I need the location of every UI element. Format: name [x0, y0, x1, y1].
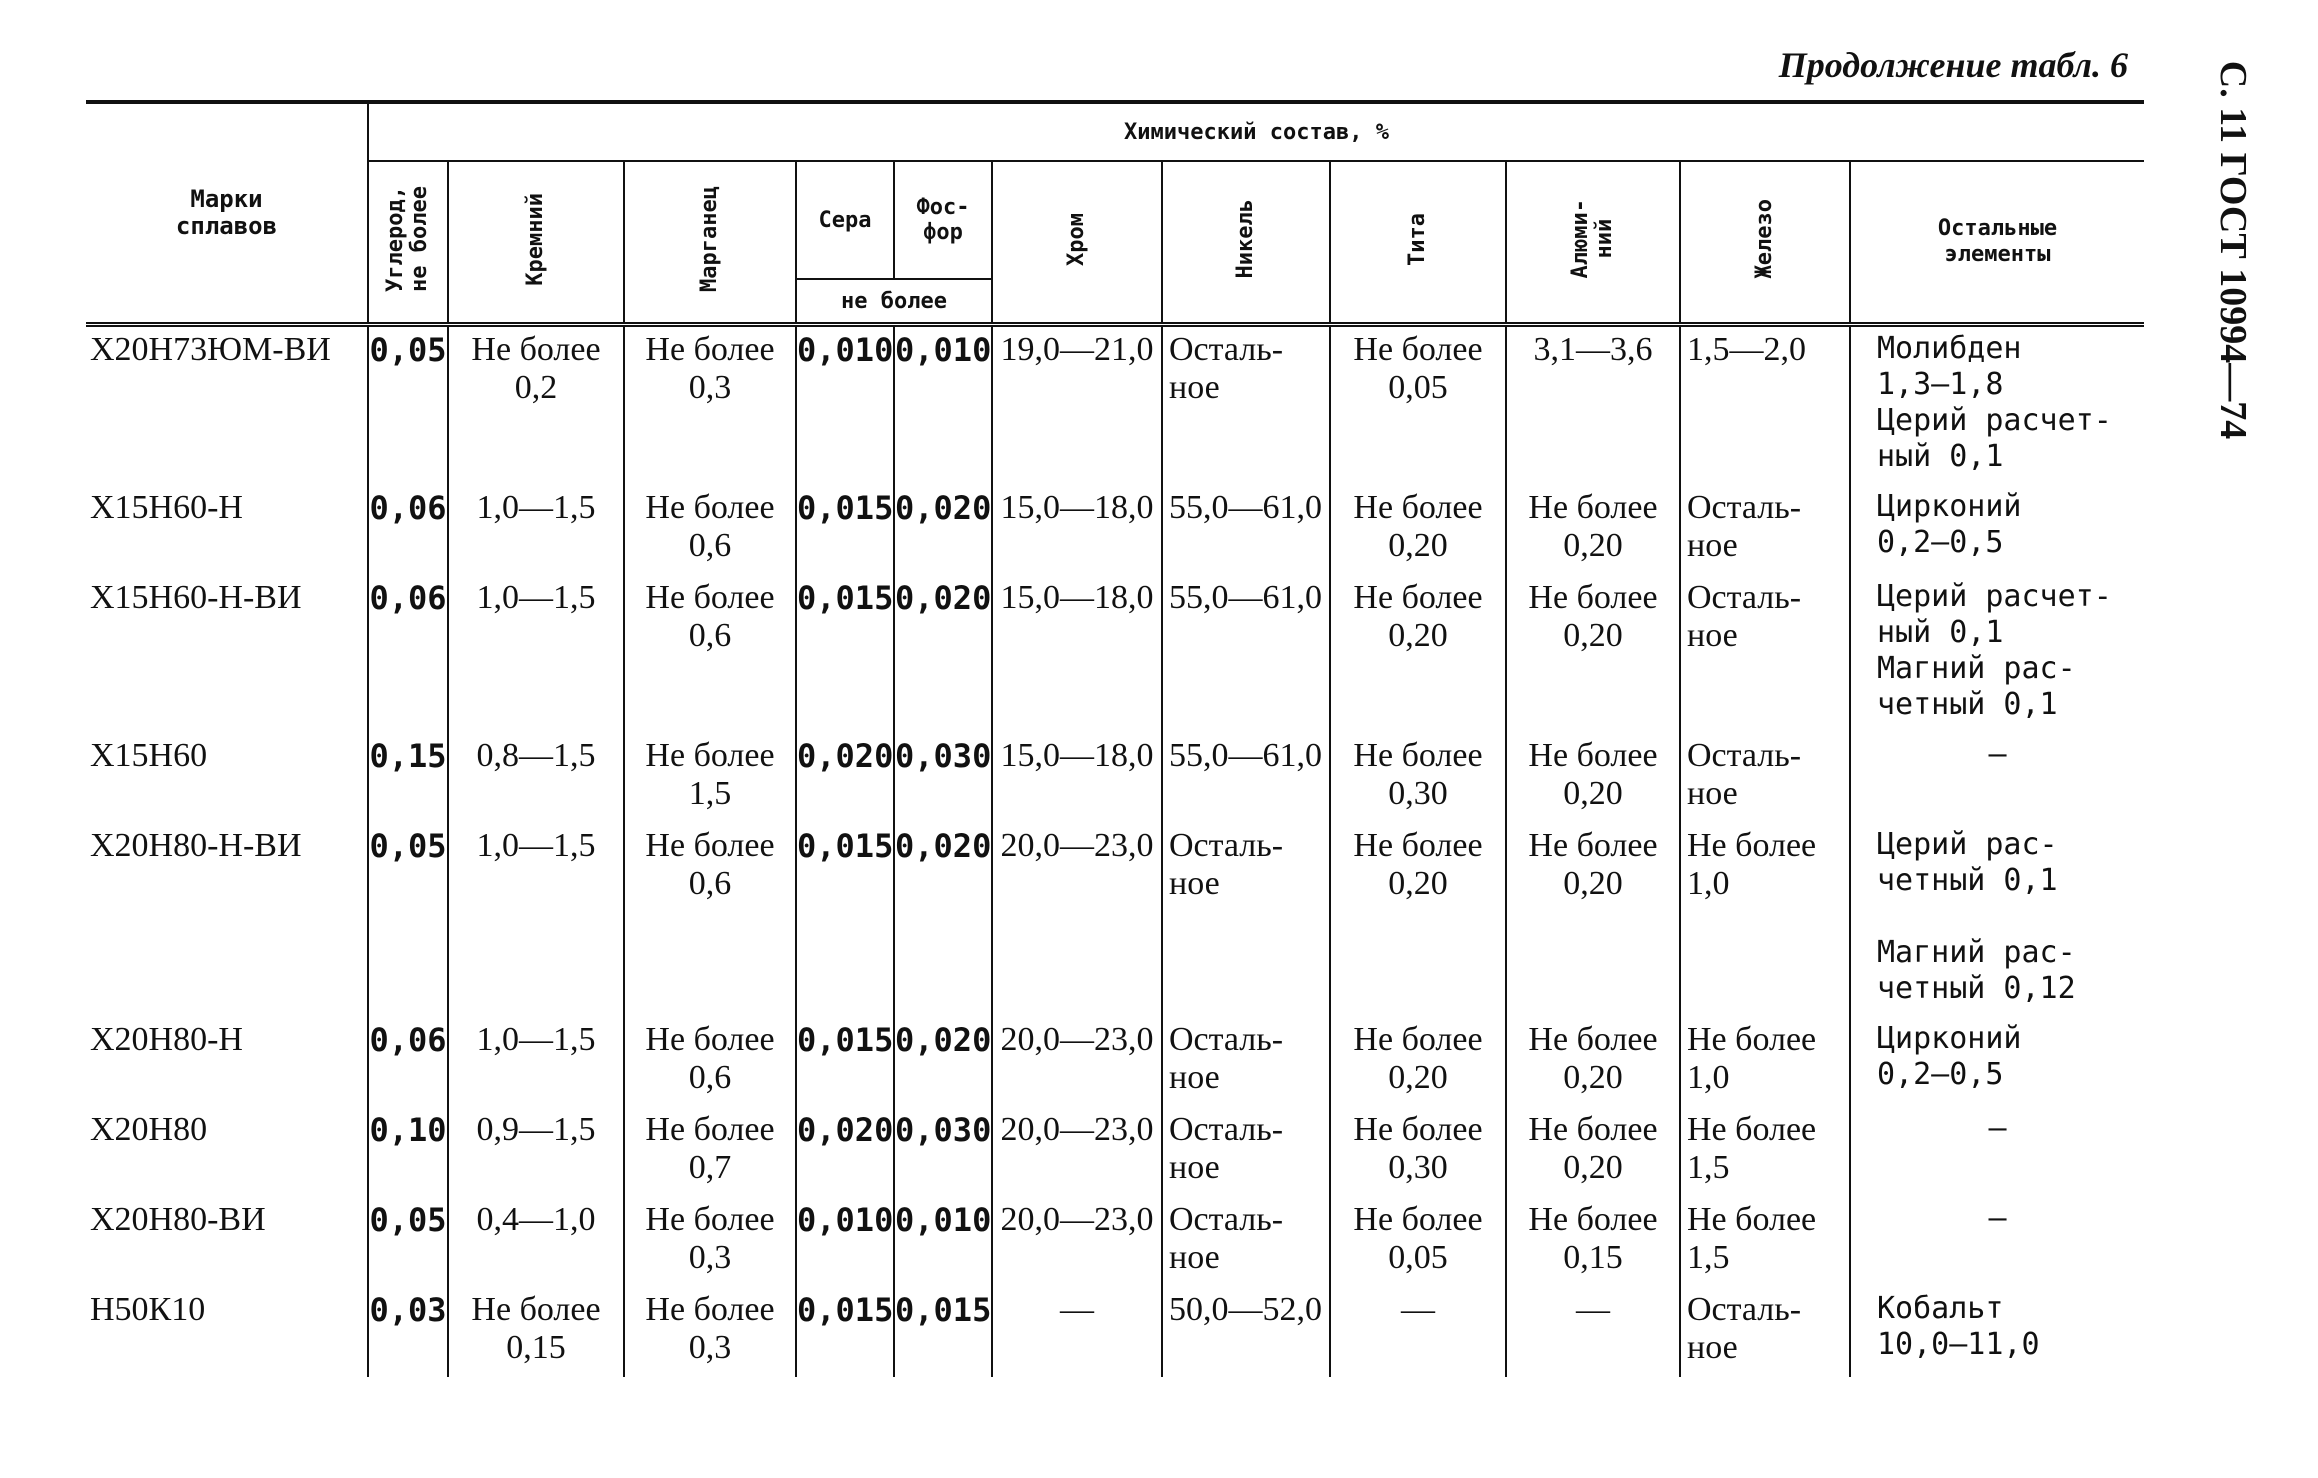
- cell-text-ni: 55,0—61,0: [1169, 579, 1322, 616]
- cell-text-brand: Х15Н60-Н-ВИ: [90, 579, 302, 616]
- cell-text-si: 1,0—1,5: [476, 579, 596, 616]
- cell-text-brand: Х20Н80: [90, 1111, 208, 1148]
- cell-text-al: Не более 0,20: [1528, 1111, 1658, 1186]
- cell-text-s: 0,020: [797, 1111, 894, 1149]
- cell-iron: [1680, 575, 1850, 733]
- header-not-more-label: не более: [841, 288, 947, 314]
- cell-carbon: [368, 325, 448, 486]
- cell-titanium: [1330, 1197, 1506, 1287]
- cell-titanium: [1330, 1287, 1506, 1377]
- cell-text-s: 0,015: [797, 579, 894, 617]
- cell-text-mn: Не более 0,6: [645, 827, 775, 902]
- cell-aluminum: [1506, 325, 1680, 486]
- cell-text-si: 1,0—1,5: [476, 489, 596, 526]
- cell-aluminum: [1506, 823, 1680, 1017]
- cell-text-p: 0,030: [895, 737, 992, 775]
- table-row: [86, 823, 2144, 1017]
- table-row: [86, 1107, 2144, 1197]
- cell-text-p: 0,010: [895, 1201, 992, 1239]
- cell-iron: [1680, 325, 1850, 486]
- cell-titanium: [1330, 485, 1506, 575]
- cell-text-brand: Х20Н80-ВИ: [90, 1201, 266, 1238]
- cell-sulfur: [796, 325, 894, 486]
- cell-text-si: 0,4—1,0: [476, 1201, 596, 1238]
- cell-manganese: [624, 575, 796, 733]
- header-sulfur: [796, 161, 894, 279]
- cell-text-other: Молибден 1,3—1,8 Церий расчет- ный 0,1: [1877, 331, 2112, 474]
- cell-manganese: [624, 823, 796, 1017]
- cell-text-p: 0,030: [895, 1111, 992, 1149]
- cell-text-ni: Осталь- ное: [1169, 1111, 1284, 1186]
- cell-text-c: 0,15: [369, 737, 447, 775]
- cell-carbon: [368, 1017, 448, 1107]
- cell-text-s: 0,015: [797, 827, 894, 865]
- cell-brand: [86, 1197, 368, 1287]
- cell-iron: [1680, 1107, 1850, 1197]
- cell-carbon: [368, 1197, 448, 1287]
- cell-text-c: 0,05: [369, 1201, 447, 1239]
- cell-sulfur: [796, 575, 894, 733]
- cell-aluminum: [1506, 1287, 1680, 1377]
- cell-text-ni: Осталь- ное: [1169, 827, 1284, 902]
- cell-aluminum: [1506, 1017, 1680, 1107]
- cell-text-s: 0,015: [797, 489, 894, 527]
- cell-text-cr: 15,0—18,0: [1000, 579, 1154, 616]
- header-brand: [86, 102, 368, 325]
- cell-phosphorus: [894, 325, 992, 486]
- cell-text-other: Кобальт 10,0—11,0: [1877, 1291, 2040, 1362]
- cell-manganese: [624, 1197, 796, 1287]
- cell-carbon: [368, 823, 448, 1017]
- cell-text-other: Церий рас- четный 0,1 Магний рас- четный 0,12: [1877, 827, 2076, 1006]
- header-manganese: [624, 161, 796, 325]
- cell-sulfur: [796, 1197, 894, 1287]
- cell-titanium: [1330, 1107, 1506, 1197]
- cell-text-fe: Осталь- ное: [1687, 737, 1802, 812]
- cell-text-other: —: [1988, 1201, 2007, 1236]
- cell-text-brand: Н50К10: [90, 1291, 206, 1328]
- cell-text-fe: Не более 1,5: [1687, 1111, 1817, 1186]
- cell-iron: [1680, 1197, 1850, 1287]
- cell-chromium: [992, 1107, 1162, 1197]
- cell-text-fe: Осталь- ное: [1687, 1291, 1802, 1366]
- table-row: [86, 485, 2144, 575]
- cell-manganese: [624, 733, 796, 823]
- cell-manganese: [624, 1017, 796, 1107]
- cell-phosphorus: [894, 1017, 992, 1107]
- cell-text-c: 0,06: [369, 579, 447, 617]
- header-carbon-label: Углерод, не более: [383, 186, 432, 292]
- table-row: [86, 1287, 2144, 1377]
- cell-text-ni: 50,0—52,0: [1169, 1291, 1322, 1328]
- cell-text-brand: Х15Н60-Н: [90, 489, 243, 526]
- cell-text-fe: Не более 1,0: [1687, 827, 1817, 902]
- cell-carbon: [368, 575, 448, 733]
- cell-carbon: [368, 1287, 448, 1377]
- cell-phosphorus: [894, 485, 992, 575]
- cell-silicon: [448, 1107, 624, 1197]
- cell-phosphorus: [894, 733, 992, 823]
- cell-titanium: [1330, 823, 1506, 1017]
- table-body: [86, 325, 2144, 1378]
- cell-text-al: Не более 0,20: [1528, 489, 1658, 564]
- cell-text-si: Не более 0,2: [471, 331, 601, 406]
- cell-text-mn: Не более 1,5: [645, 737, 775, 812]
- cell-manganese: [624, 1287, 796, 1377]
- cell-text-p: 0,020: [895, 579, 992, 617]
- cell-text-mn: Не более 0,7: [645, 1111, 775, 1186]
- cell-text-s: 0,010: [797, 1201, 894, 1239]
- cell-text-other: —: [1988, 737, 2007, 772]
- cell-text-cr: 19,0—21,0: [1000, 331, 1154, 368]
- header-titanium-label: Тита: [1405, 212, 1430, 266]
- cell-brand: [86, 823, 368, 1017]
- cell-manganese: [624, 325, 796, 486]
- header-brand-label: Марки сплавов: [175, 185, 278, 240]
- cell-silicon: [448, 1197, 624, 1287]
- cell-silicon: [448, 325, 624, 486]
- cell-text-ti: Не более 0,30: [1353, 737, 1483, 812]
- cell-text-fe: Не более 1,0: [1687, 1021, 1817, 1096]
- cell-carbon: [368, 733, 448, 823]
- cell-chromium: [992, 1197, 1162, 1287]
- cell-silicon: [448, 575, 624, 733]
- cell-text-c: 0,05: [369, 331, 447, 369]
- header-sulfur-label: Сера: [818, 207, 872, 233]
- cell-sulfur: [796, 733, 894, 823]
- table-row: [86, 575, 2144, 733]
- table-row: [86, 1197, 2144, 1287]
- cell-phosphorus: [894, 1197, 992, 1287]
- cell-brand: [86, 1107, 368, 1197]
- cell-chromium: [992, 485, 1162, 575]
- cell-sulfur: [796, 823, 894, 1017]
- cell-nickel: [1162, 325, 1330, 486]
- cell-chromium: [992, 733, 1162, 823]
- cell-text-si: 1,0—1,5: [476, 827, 596, 864]
- alloy-composition-table: [86, 100, 2144, 1377]
- cell-titanium: [1330, 575, 1506, 733]
- header-manganese-label: Марганец: [697, 186, 722, 292]
- header-chemical-composition: [368, 102, 2144, 161]
- cell-text-brand: Х20Н73ЮМ-ВИ: [90, 331, 331, 368]
- cell-aluminum: [1506, 733, 1680, 823]
- cell-chromium: [992, 1287, 1162, 1377]
- cell-text-ti: Не более 0,20: [1353, 489, 1483, 564]
- header-iron-label: Железо: [1752, 199, 1777, 279]
- cell-text-si: 0,9—1,5: [476, 1111, 596, 1148]
- cell-text-ti: Не более 0,20: [1353, 827, 1483, 902]
- cell-titanium: [1330, 733, 1506, 823]
- cell-aluminum: [1506, 1197, 1680, 1287]
- cell-text-ni: Осталь- ное: [1169, 331, 1284, 406]
- cell-text-si: 0,8—1,5: [476, 737, 596, 774]
- cell-text-al: 3,1—3,6: [1533, 331, 1653, 368]
- header-silicon-label: Кремний: [523, 192, 548, 286]
- cell-other-elements: [1850, 1197, 2144, 1287]
- cell-aluminum: [1506, 485, 1680, 575]
- cell-text-p: 0,020: [895, 827, 992, 865]
- cell-text-c: 0,06: [369, 489, 447, 527]
- cell-other-elements: [1850, 325, 2144, 486]
- cell-text-ti: —: [1401, 1291, 1435, 1328]
- cell-text-fe: Осталь- ное: [1687, 579, 1802, 654]
- cell-nickel: [1162, 1107, 1330, 1197]
- cell-text-c: 0,03: [369, 1291, 447, 1329]
- cell-text-other: Цирконий 0,2—0,5: [1877, 1021, 2022, 1092]
- cell-sulfur: [796, 485, 894, 575]
- header-nickel-label: Никель: [1233, 199, 1258, 279]
- cell-text-brand: Х20Н80-Н: [90, 1021, 243, 1058]
- cell-text-ti: Не более 0,05: [1353, 1201, 1483, 1276]
- cell-text-mn: Не более 0,3: [645, 331, 775, 406]
- cell-text-al: Не более 0,20: [1528, 737, 1658, 812]
- cell-manganese: [624, 485, 796, 575]
- cell-nickel: [1162, 1287, 1330, 1377]
- cell-text-mn: Не более 0,3: [645, 1291, 775, 1366]
- cell-iron: [1680, 1287, 1850, 1377]
- cell-text-c: 0,06: [369, 1021, 447, 1059]
- header-carbon: [368, 161, 448, 325]
- cell-brand: [86, 733, 368, 823]
- cell-text-al: Не более 0,20: [1528, 1021, 1658, 1096]
- cell-silicon: [448, 1017, 624, 1107]
- table-row: [86, 325, 2144, 486]
- header-phosphorus-label: Фос- фор: [916, 195, 970, 245]
- header-aluminum-label: Алюми- ний: [1568, 199, 1617, 279]
- cell-chromium: [992, 823, 1162, 1017]
- cell-text-p: 0,015: [895, 1291, 992, 1329]
- header-not-more: [796, 279, 992, 325]
- cell-text-al: Не более 0,20: [1528, 579, 1658, 654]
- cell-text-cr: —: [1060, 1291, 1094, 1328]
- cell-other-elements: [1850, 1107, 2144, 1197]
- cell-text-other: Церий расчет- ный 0,1 Магний рас- четный 0,1: [1877, 579, 2112, 722]
- cell-nickel: [1162, 575, 1330, 733]
- cell-other-elements: [1850, 1017, 2144, 1107]
- cell-other-elements: [1850, 733, 2144, 823]
- cell-text-si: 1,0—1,5: [476, 1021, 596, 1058]
- cell-brand: [86, 325, 368, 486]
- header-nickel: [1162, 161, 1330, 325]
- cell-text-cr: 15,0—18,0: [1000, 489, 1154, 526]
- cell-iron: [1680, 823, 1850, 1017]
- cell-carbon: [368, 1107, 448, 1197]
- cell-text-c: 0,10: [369, 1111, 447, 1149]
- cell-phosphorus: [894, 823, 992, 1017]
- cell-text-fe: 1,5—2,0: [1687, 331, 1806, 368]
- cell-aluminum: [1506, 1107, 1680, 1197]
- cell-text-p: 0,020: [895, 1021, 992, 1059]
- cell-other-elements: [1850, 485, 2144, 575]
- cell-text-mn: Не более 0,3: [645, 1201, 775, 1276]
- cell-other-elements: [1850, 1287, 2144, 1377]
- page-side-header-text: С. 11 ГОСТ 10994—74: [2212, 60, 2254, 440]
- cell-text-al: Не более 0,20: [1528, 827, 1658, 902]
- cell-iron: [1680, 1017, 1850, 1107]
- cell-text-fe: Осталь- ное: [1687, 489, 1802, 564]
- header-chromium-label: Хром: [1064, 212, 1089, 266]
- cell-carbon: [368, 485, 448, 575]
- cell-text-s: 0,020: [797, 737, 894, 775]
- cell-titanium: [1330, 1017, 1506, 1107]
- cell-text-s: 0,010: [797, 331, 894, 369]
- cell-text-c: 0,05: [369, 827, 447, 865]
- cell-text-cr: 20,0—23,0: [1000, 1111, 1154, 1148]
- cell-iron: [1680, 733, 1850, 823]
- cell-text-mn: Не более 0,6: [645, 1021, 775, 1096]
- cell-silicon: [448, 1287, 624, 1377]
- cell-text-mn: Не более 0,6: [645, 579, 775, 654]
- cell-text-other: —: [1988, 1111, 2007, 1146]
- header-chemical-label: Химический состав, %: [1124, 119, 1389, 145]
- cell-silicon: [448, 485, 624, 575]
- cell-titanium: [1330, 325, 1506, 486]
- header-iron: [1680, 161, 1850, 325]
- cell-text-ti: Не более 0,20: [1353, 579, 1483, 654]
- cell-text-cr: 20,0—23,0: [1000, 1201, 1154, 1238]
- cell-text-brand: Х15Н60: [90, 737, 208, 774]
- cell-sulfur: [796, 1017, 894, 1107]
- header-phosphorus: [894, 161, 992, 279]
- cell-text-ni: 55,0—61,0: [1169, 489, 1322, 526]
- cell-phosphorus: [894, 575, 992, 733]
- cell-nickel: [1162, 733, 1330, 823]
- header-other-elements: [1850, 161, 2144, 325]
- table-caption: Продолжение табл. 6: [1778, 45, 2128, 85]
- cell-text-brand: Х20Н80-Н-ВИ: [90, 827, 302, 864]
- cell-text-al: —: [1576, 1291, 1610, 1328]
- cell-text-other: Цирконий 0,2—0,5: [1877, 489, 2022, 560]
- cell-manganese: [624, 1107, 796, 1197]
- cell-nickel: [1162, 1197, 1330, 1287]
- table-row: [86, 1017, 2144, 1107]
- cell-brand: [86, 1017, 368, 1107]
- cell-text-p: 0,020: [895, 489, 992, 527]
- cell-text-mn: Не более 0,6: [645, 489, 775, 564]
- header-other-label: Остальные элементы: [1937, 216, 2058, 267]
- cell-text-s: 0,015: [797, 1021, 894, 1059]
- cell-text-al: Не более 0,15: [1528, 1201, 1658, 1276]
- cell-text-cr: 20,0—23,0: [1000, 827, 1154, 864]
- cell-silicon: [448, 733, 624, 823]
- cell-silicon: [448, 823, 624, 1017]
- page-side-header: [2208, 40, 2258, 460]
- cell-brand: [86, 485, 368, 575]
- cell-sulfur: [796, 1107, 894, 1197]
- header-aluminum: [1506, 161, 1680, 325]
- cell-text-s: 0,015: [797, 1291, 894, 1329]
- cell-chromium: [992, 325, 1162, 486]
- cell-chromium: [992, 575, 1162, 733]
- cell-phosphorus: [894, 1107, 992, 1197]
- cell-text-ni: Осталь- ное: [1169, 1201, 1284, 1276]
- cell-text-p: 0,010: [895, 331, 992, 369]
- cell-text-fe: Не более 1,5: [1687, 1201, 1817, 1276]
- cell-text-ti: Не более 0,20: [1353, 1021, 1483, 1096]
- cell-other-elements: [1850, 575, 2144, 733]
- cell-aluminum: [1506, 575, 1680, 733]
- cell-text-ti: Не более 0,30: [1353, 1111, 1483, 1186]
- cell-text-si: Не более 0,15: [471, 1291, 601, 1366]
- cell-chromium: [992, 1017, 1162, 1107]
- header-chromium: [992, 161, 1162, 325]
- cell-text-cr: 15,0—18,0: [1000, 737, 1154, 774]
- header-titanium: [1330, 161, 1506, 325]
- cell-text-cr: 20,0—23,0: [1000, 1021, 1154, 1058]
- cell-brand: [86, 575, 368, 733]
- cell-text-ni: 55,0—61,0: [1169, 737, 1322, 774]
- cell-brand: [86, 1287, 368, 1377]
- header-silicon: [448, 161, 624, 325]
- cell-text-ti: Не более 0,05: [1353, 331, 1483, 406]
- cell-text-ni: Осталь- ное: [1169, 1021, 1284, 1096]
- cell-nickel: [1162, 485, 1330, 575]
- cell-sulfur: [796, 1287, 894, 1377]
- table-row: [86, 733, 2144, 823]
- cell-nickel: [1162, 823, 1330, 1017]
- cell-other-elements: [1850, 823, 2144, 1017]
- cell-phosphorus: [894, 1287, 992, 1377]
- cell-nickel: [1162, 1017, 1330, 1107]
- cell-iron: [1680, 485, 1850, 575]
